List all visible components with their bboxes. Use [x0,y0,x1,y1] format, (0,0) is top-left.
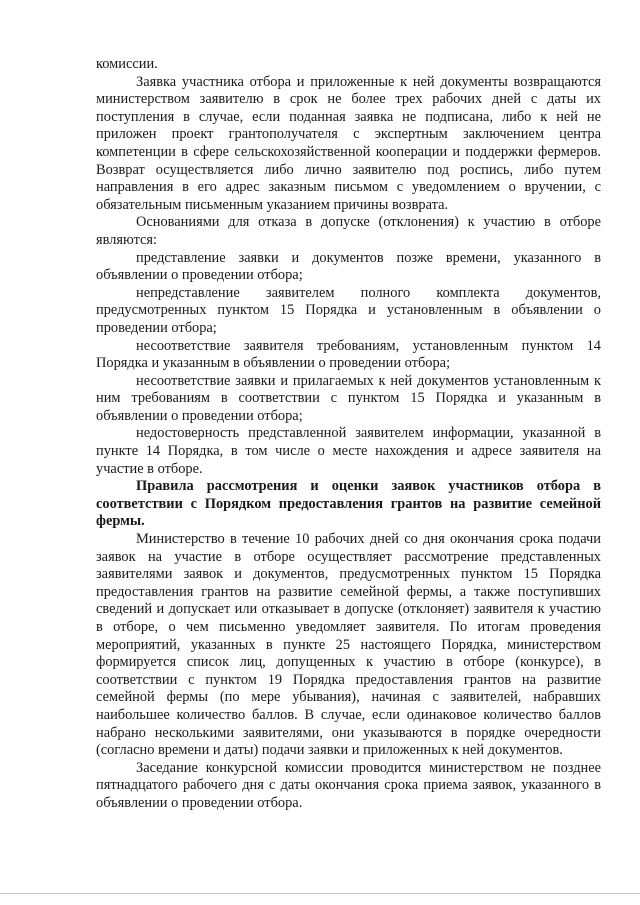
paragraph-commission-meeting: Заседание конкурсной комиссии проводится министерством не позднее пятнадцатого рабочего дня с даты окончания срока приема заявок, указанного в объявлении о проведении отбора. [96,759,601,811]
list-item-false-information: недостоверность представленной заявителем информации, указанной в пункте 14 Порядка, в том числе о месте нахождения и адресе заявителя на участие в отборе. [96,425,601,477]
paragraph-refusal-grounds-intro: Основаниями для отказа в допуске (отклонения) к участию в отборе являются: [96,214,601,248]
paragraph-review-procedure: Министерство в течение 10 рабочих дней со дня окончания срока подачи заявок на участие в отборе осуществляет рассмотрение представленных заявителями заявок и документов, предусмотренных пунктом 15 Порядка предоставления грантов на развитие семейной фермы, а также поступивших сведений и допускает или отказывает в допуске (отклоняет) заявителя к участию в отборе, о чем письменно уведомляет заявителя. По итогам проведения мероприятий, указанных в пункте 25 настоящего Порядка, министерством формируется список лиц, допущенных к участию в отборе (конкурсе), в соответствии с пунктом 19 Порядка предоставления грантов на развитие семейной фермы (по мере убывания), начиная с заявителей, набравших наибольшее количество баллов. В случае, если одинаковое количество баллов набрано несколькими заявителями, они указываются в порядке очередности (согласно времени и даты) подачи заявки и приложенных к ней документов. [96,531,601,759]
paragraph-return-of-application: Заявка участника отбора и приложенные к ней документы возвращаются министерством заявителю в срок не более трех рабочих дней с даты их поступления в случае, если поданная заявка не подписана, либо к ней не приложен проект грантополучателя с экспертным заключением центра компетенции в сфере сельскохозяйственной кооперации и поддержки фермеров. Возврат осуществляется либо лично заявителю под роспись, либо путем направления в его адрес заказным письмом с уведомлением о вручении, с обязательным письменным указанием причины возврата. [96,73,601,213]
page-bottom-divider [0,893,640,894]
section-heading: Правила рассмотрения и оценки заявок участников отбора в соответствии с Порядком предоставления грантов на развитие семейной фермы. [96,478,601,530]
list-item-application-mismatch: несоответствие заявки и прилагаемых к ней документов установленным к ним требованиям в соответствии с пунктом 15 Порядка и указанным в объявлении о проведении отбора; [96,372,601,424]
list-item-applicant-mismatch: несоответствие заявителя требованиям, установленным пунктом 14 Порядка и указанным в объявлении о проведении отбора; [96,337,601,372]
list-item-incomplete-documents: непредставление заявителем полного комплекта документов, предусмотренных пунктом 15 Порядка и установленным в объявлении о проведении отбора; [96,284,601,336]
document-body [96,56,601,813]
list-item-late-submission: представление заявки и документов позже времени, указанного в объявлении о проведении отбора; [96,249,601,284]
paragraph-continuation: комиссии. [96,56,158,72]
